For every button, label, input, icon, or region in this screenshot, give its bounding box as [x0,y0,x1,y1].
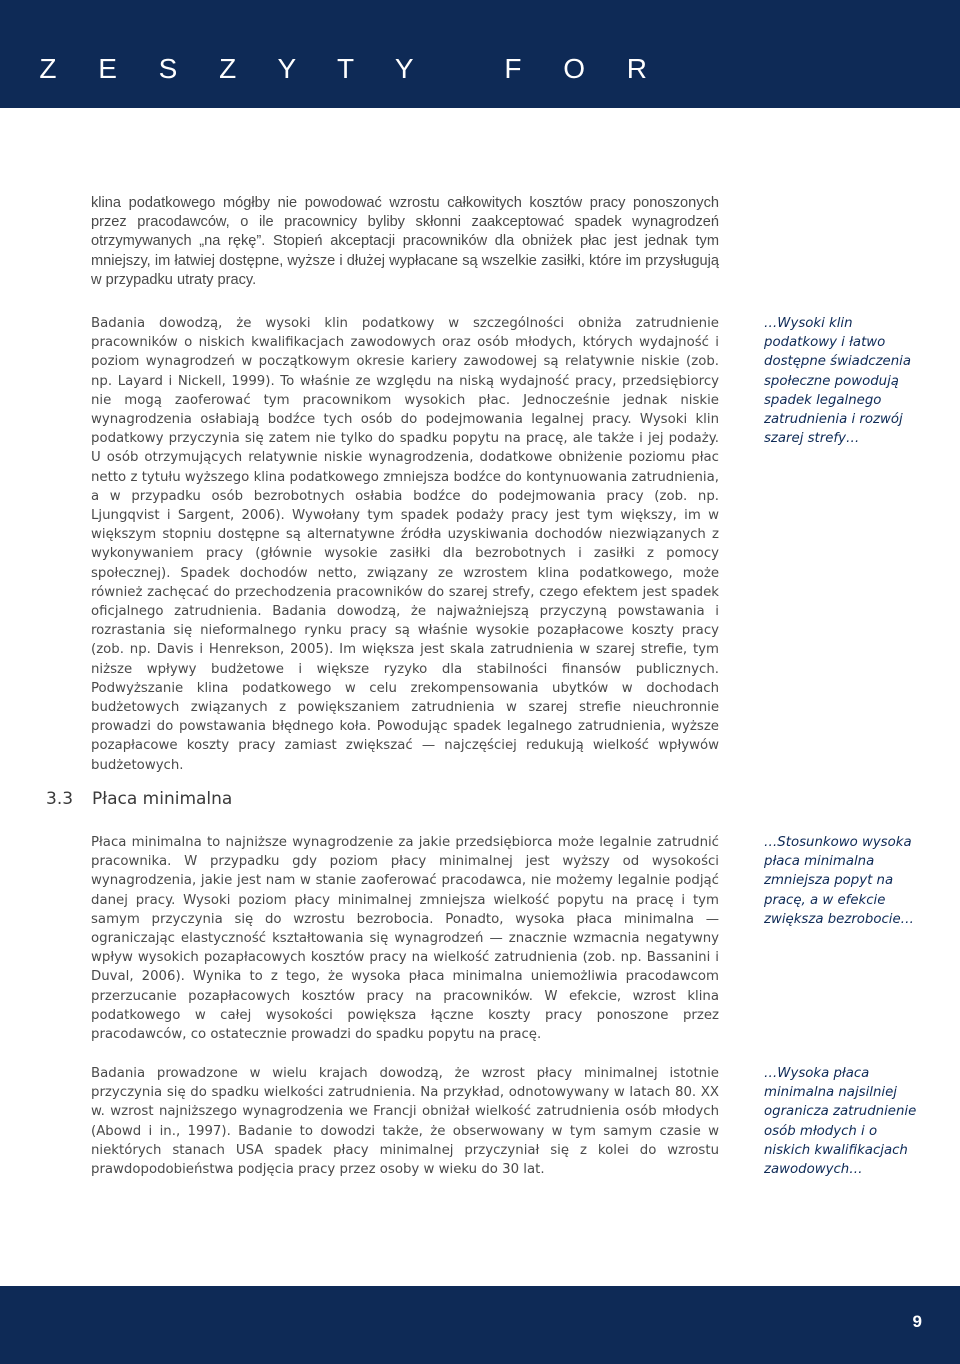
sidenote-tax-wedge: …Wysoki klin podatkowy i łatwo dostępne świadczenia społeczne powodują spadek legalnego zatrudnienia i rozwój szarej strefy… [764,316,911,447]
page-number: 9 [912,1312,922,1331]
section-heading [46,789,232,809]
section-number: 3.3 [46,789,74,809]
section-title: Płaca minimalna [92,789,233,809]
footer-band [0,1286,960,1364]
publication-title: Z E S Z Y T Y F O R [39,53,664,84]
sidenote-young-workers: …Wysoka płaca minimalna najsilniej ogranicza zatrudnienie osób młodych i o niskich kwalifikacjach zawodowych… [764,1066,917,1178]
sidenote-minimum-wage: …Stosunkowo wysoka płaca minimalna zmniejsza popyt na pracę, a w efekcie zwiększa bezrobocie… [764,835,914,927]
paragraph-tax-wedge: Badania dowodzą, że wysoki klin podatkowy w szczególności obniża zatrudnienie pracowników o niskich kwalifikacjach zawodowych oraz osób młodych, których wydajność i poziom wynagrodzeń w początkowym okresie kariery zawodowej są relatywnie niskie (zob. np. Layard i Nickell, 1999). To właśnie ze względu na niską wydajność pracy, przedsiębiorcy nie mogą zaoferować tym pracownikom wysokich płac. Jednocześnie jednak niskie wynagrodzenia osłabiają bodźce tych osób do podejmowania legalnej pracy. Wysoki klin podatkowy przyczynia się zatem nie tylko do spadku popytu na pracę, ale także i jej podaży. U osób otrzymujących relatywnie niskie wynagrodzenia, dodatkowe obniżenie poziomu płac netto z tytułu wyższego klina podatkowego zmniejsza bodźce do kontynuowania zatrudnienia, a w przypadku osób bezrobotnych osłabia bodźce do podejmowania pracy (zob. np. Ljungqvist i Sargent, 2006). Wywołany tym spadek podaży pracy jest tym większy, im w większym stopniu dostępne są alternatywne źródła uzyskiwania dochodów niezwiązanych z wykonywaniem pracy (głównie wysokie zasiłki dla bezrobotnych i zasiłki z pomocy społecznej). Spadek dochodów netto, związany ze wzrostem klina podatkowego, może również zachęcać do przechodzenia pracowników do szarej strefy, czego efektem jest spadek oficjalnego zatrudnienia. Badania dowodzą, że najważniejszą przyczyną powstawania i rozrastania się nieformalnego rynku pracy są właśnie wysokie pozapłacowe koszty pracy (zob. np. Davis i Henrekson, 2005). Im większa jest skala zatrudnienia w szarej strefie, tym niższe wpływy budżetowe i większe ryzyko dla stabilności finansów publicznych. Podwyższanie klina podatkowego w celu zrekompensowania ubytków w dochodach budżetowych związanych z powiększaniem zatrudnienia w szarej strefie nieuchronnie prowadzi do powstawania błędnego koła. Powodując spadek legalnego zatrudnienia, wyższe pozapłacowe koszty pracy zamiast zwiększać — najczęściej redukują wielkość wpływów budżetowych. [91,316,719,773]
paragraph-minimum-wage-research: Badania prowadzone w wielu krajach dowodzą, że wzrost płacy minimalnej istotnie przyczynia się do spadku wielkości zatrudnienia. Na przykład, odnotowywany w latach 80. XX w. wzrost najniższego wynagrodzenia we Francji obniżał wielkość zatrudnienia osób młodych (Abowd i in., 1997). Badanie to dowodzi także, że obserwowany w tym samym czasie w niektórych stanach USA spadek płacy minimalnej przyczyniał się z kolei do wzrostu prawdopodobieństwa podjęcia pracy przez osoby w wieku do 30 lat. [91,1066,719,1178]
paragraph-intro: klina podatkowego mógłby nie powodować wzrostu całkowitych kosztów pracy ponoszonych przez pracodawców, o ile pracownicy byliby skłonni zaakceptować spadek wynagrodzeń otrzymywanych „na rękę”. Stopień akceptacji pracowników dla obniżek płac jest jednak tym mniejszy, im łatwiej dostępne, wyższe i dłużej wypłacane są wszelkie zasiłki, które im przysługują w przypadku utraty pracy. [91,195,719,288]
header-band [0,0,960,108]
paragraph-minimum-wage-definition: Płaca minimalna to najniższe wynagrodzenie za jakie przedsiębiorca może legalnie zatrudnić pracownika. W przypadku gdy poziom płacy minimalnej jest wyższy od wysokości wynagrodzenia, jakie jest nam w stanie zaoferować pracodawca, nie możemy legalnie podjąć danej pracy. Wysoki poziom płacy minimalnej zmniejsza wielkość popytu na pracę i tym samym przyczynia się do wzrostu bezrobocia. Ponadto, wysoka płaca minimalna — ograniczając elastyczność kształtowania się wynagrodzeń — znacznie wzmacnia negatywny wpływ wysokich pozapłacowych kosztów pracy na wielkość zatrudnienia (zob. np. Bassanini i Duval, 2006). Wynika to z tego, że wysoka płaca minimalna uniemożliwia pracodawcom przerzucanie pozapłacowych kosztów pracy na pracowników. W efekcie, wzrost klina podatkowego w całej wysokości powiększa łączne koszty pracy ponoszone przez pracodawców, co ostatecznie prowadzi do spadku popytu na pracę. [91,835,719,1043]
